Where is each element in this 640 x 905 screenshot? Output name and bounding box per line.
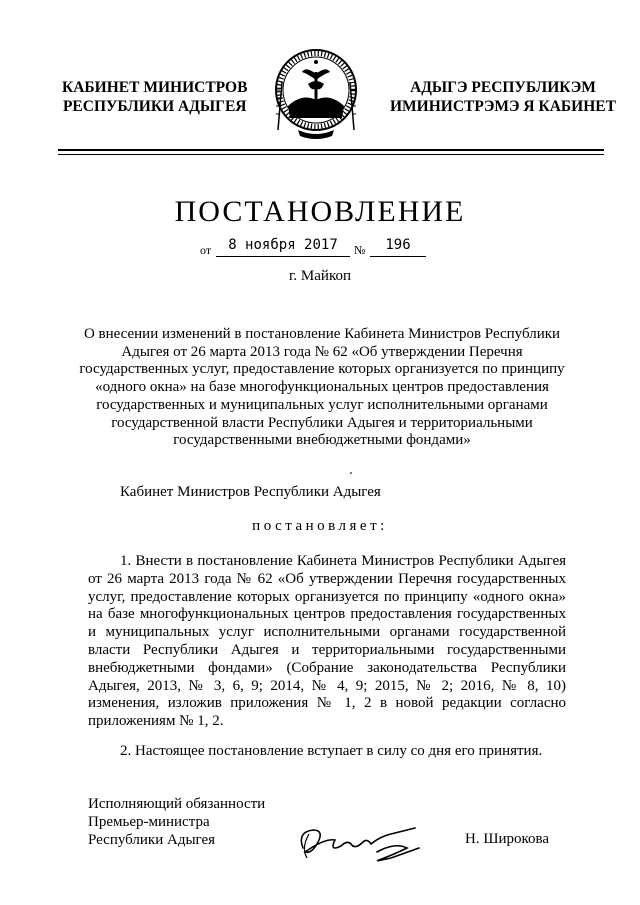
handwritten-signature bbox=[295, 818, 425, 868]
number-field: 196 bbox=[370, 237, 426, 257]
republic-emblem-icon bbox=[262, 38, 370, 146]
header-right bbox=[390, 78, 616, 116]
date-field: 8 ноября 2017 bbox=[216, 237, 350, 257]
paragraph-1: 1. Внести в постановление Кабинета Министров Республики Адыгея от 26 марта 2013 года № 62 «Об утверждении Перечня государственных услуг, предоставление которых организуется по принципу «одного окна» на базе многофункциональных центров предоставления государственных и муниципальных услуг исполнительными органами государственной власти Республики Адыгея и территориальными государственными внебюджетными фондами» (Собрание законодательства Республики Адыгея, 2013, № 3, 6, 9; 2014, № 4, 9; 2015, № 2; 2016, № 8, 10) изменения, изложив приложения № 1, 2 в новой редакции согласно приложениям № 1, 2. bbox=[88, 553, 566, 730]
signatory-position bbox=[88, 795, 265, 849]
header-left-line1: КАБИНЕТ МИНИСТРОВ bbox=[62, 79, 248, 96]
header-left-line2: РЕСПУБЛИКИ АДЫГЕЯ bbox=[62, 98, 247, 115]
header-right-line1: АДЫГЭ РЕСПУБЛИКЭМ bbox=[410, 79, 596, 96]
header-right-line2: ИМИНИСТРЭМЭ Я КАБИНЕТ bbox=[390, 98, 616, 115]
city: г. Майкоп bbox=[288, 268, 352, 284]
subject-heading: О внесении изменений в постановление Кабинета Министров Республики Адыгея от 26 марта 2013 года № 62 «Об утверждении Перечня государственных услуг, предоставление которых организуется по принципу «одного окна» на базе многофункциональных центров предоставления государственных и муниципальных услуг исполнительными органами государственной власти Республики Адыгея и территориальными государственными внебюджетными фондами» bbox=[79, 326, 565, 449]
paragraph-2: 2. Настоящее постановление вступает в силу со дня его принятия. bbox=[120, 743, 543, 759]
signatory-line1: Исполняющий обязанности bbox=[88, 796, 266, 812]
signatory-line3: Республики Адыгея bbox=[88, 832, 216, 848]
header-rule-thin bbox=[58, 154, 604, 155]
date-from-label: от bbox=[200, 243, 212, 257]
header-rule-thick bbox=[58, 149, 604, 151]
number-label: № bbox=[354, 243, 366, 257]
cabinet-line: Кабинет Министров Республики Адыгея bbox=[120, 484, 381, 500]
document-title: ПОСТАНОВЛЕНИЕ bbox=[174, 195, 466, 228]
signatory-name: Н. Широкова bbox=[465, 831, 550, 847]
resolves-line: постановляет: bbox=[252, 518, 388, 534]
signatory-line2: Премьер-министра bbox=[88, 814, 210, 830]
stray-mark bbox=[350, 472, 352, 474]
header-left bbox=[62, 78, 247, 116]
